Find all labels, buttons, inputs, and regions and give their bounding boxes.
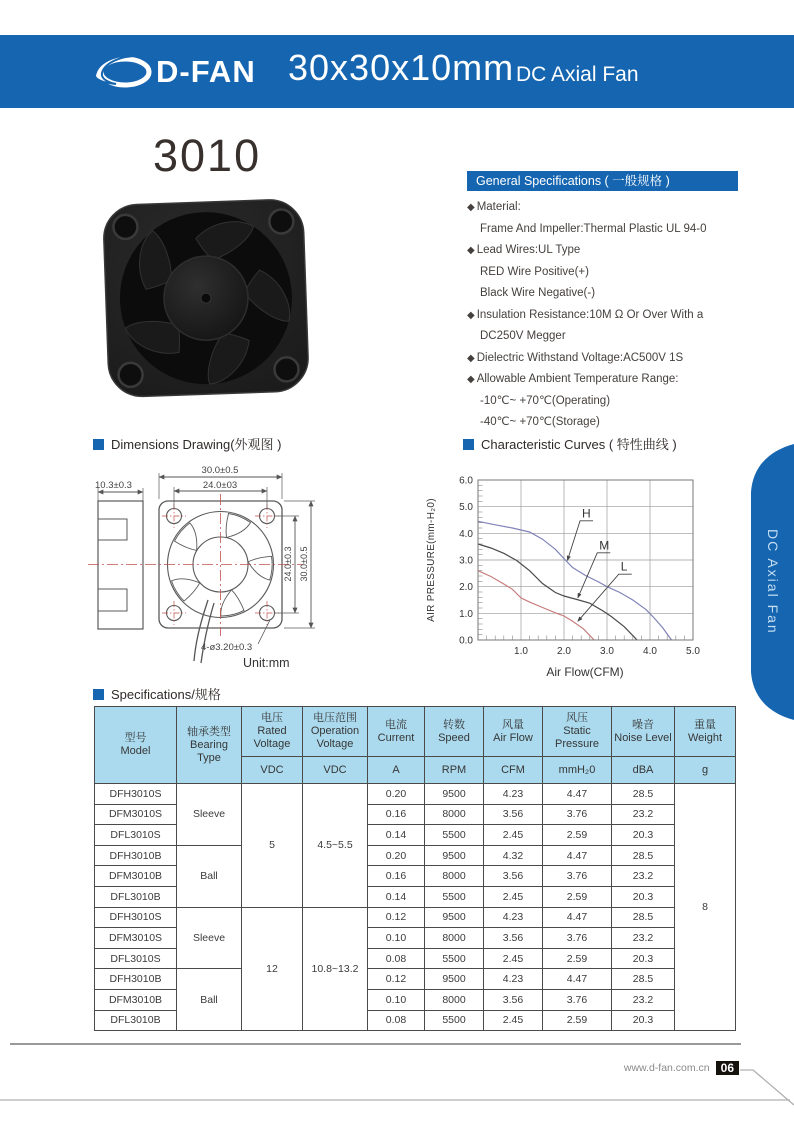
table-cell: 20.3: [612, 948, 675, 969]
table-row: [95, 969, 736, 990]
table-cell: 0.12: [368, 907, 425, 928]
table-cell: 4.47: [543, 969, 612, 990]
general-specs-title: General Specifications ( 一般规格 ): [467, 171, 738, 191]
spec-list-item: Frame And Impeller:Thermal Plastic UL 94-0: [480, 222, 707, 235]
table-cell: 28.5: [612, 784, 675, 805]
table-cell: 3.76: [543, 928, 612, 949]
table-row: [95, 845, 736, 866]
table-header-cell: 轴承类型 Bearing Type: [177, 707, 242, 784]
table-cell: 23.2: [612, 989, 675, 1010]
table-cell: 5500: [425, 1010, 484, 1031]
side-tab-label: DC Axial Fan: [765, 529, 781, 635]
table-cell: 10.8~13.2: [303, 907, 368, 1031]
table-header-cell: 风量 Air Flow: [484, 707, 543, 757]
table-cell: 3.76: [543, 989, 612, 1010]
table-cell: 3.56: [484, 804, 543, 825]
spec-list-item: ◆ Material:: [467, 201, 521, 213]
table-header-cell: 风压 Static Pressure: [543, 707, 612, 757]
table-cell: 0.20: [368, 845, 425, 866]
table-cell: 9500: [425, 907, 484, 928]
section-curves: [463, 434, 677, 453]
table-cell: 4.47: [543, 907, 612, 928]
table-cell: 8: [675, 784, 736, 1031]
table-cell: 2.45: [484, 825, 543, 846]
dim-width-inner-label: 24.0±03: [202, 480, 238, 491]
section-square-icon: [463, 439, 474, 450]
table-cell: Ball: [177, 969, 242, 1031]
table-cell: 9500: [425, 845, 484, 866]
holes-label: 4-ø3.20±0.3: [201, 642, 253, 653]
curve-label-H: H: [582, 506, 591, 521]
table-cell: DFH3010S: [95, 907, 177, 928]
table-cell: DFM3010S: [95, 928, 177, 949]
table-cell: DFL3010S: [95, 948, 177, 969]
table-header-cell: 噪音 Noise Level: [612, 707, 675, 757]
table-cell: 0.14: [368, 825, 425, 846]
table-cell: 0.08: [368, 1010, 425, 1031]
table-cell: 0.10: [368, 989, 425, 1010]
table-cell: 28.5: [612, 969, 675, 990]
x-tick-label: 3.0: [600, 646, 614, 657]
table-cell: DFL3010S: [95, 825, 177, 846]
characteristic-curves-chart: [420, 455, 720, 685]
section-curves-label: Characteristic Curves ( 特性曲线 ): [481, 437, 677, 452]
chart-y-axis-label: AIR PRESSURE(mm-H₂0): [426, 498, 437, 622]
y-tick-label: 0.0: [459, 635, 473, 647]
table-unit-cell: mmH₂0: [543, 757, 612, 784]
table-cell: 8000: [425, 989, 484, 1010]
table-cell: 4.23: [484, 784, 543, 805]
chart-plot-area: [459, 476, 700, 658]
table-cell: 0.16: [368, 866, 425, 887]
spec-list-item: ◆ Allowable Ambient Temperature Range:: [467, 373, 679, 385]
y-tick-label: 1.0: [459, 608, 473, 620]
table-cell: 28.5: [612, 845, 675, 866]
table-cell: 20.3: [612, 1010, 675, 1031]
table-unit-cell: A: [368, 757, 425, 784]
table-cell: 3.76: [543, 804, 612, 825]
dim-width-outer-label: 30.0±0.5: [201, 465, 239, 476]
spec-list-item: RED Wire Positive(+): [480, 265, 589, 278]
table-cell: 8000: [425, 866, 484, 887]
table-cell: 9500: [425, 969, 484, 990]
table-row: [95, 907, 736, 928]
table-cell: 9500: [425, 784, 484, 805]
table-cell: DFH3010B: [95, 969, 177, 990]
section-square-icon: [93, 439, 104, 450]
general-specs-list: [467, 197, 757, 434]
x-tick-label: 4.0: [643, 646, 657, 657]
table-row: [95, 784, 736, 805]
table-cell: 23.2: [612, 928, 675, 949]
table-cell: DFL3010B: [95, 1010, 177, 1031]
table-cell: 5500: [425, 948, 484, 969]
page-title: 30x30x10mm: [288, 47, 515, 88]
dim-height-outer-label: 30.0±0.5: [299, 546, 309, 582]
section-dimensions-label: Dimensions Drawing(外观图 ): [111, 437, 282, 452]
logo-ellipse-icon: [92, 50, 154, 94]
table-cell: 5500: [425, 825, 484, 846]
table-cell: 3.56: [484, 928, 543, 949]
table-unit-cell: VDC: [303, 757, 368, 784]
table-cell: 3.56: [484, 866, 543, 887]
table-cell: 5: [242, 784, 303, 908]
table-header-cell: 电流 Current: [368, 707, 425, 757]
table-cell: 2.59: [543, 1010, 612, 1031]
logo-text: D-FAN: [156, 54, 256, 89]
table-cell: 28.5: [612, 907, 675, 928]
table-unit-cell: VDC: [242, 757, 303, 784]
table-header-cell: 型号 Model: [95, 707, 177, 784]
spec-list-item: -10℃~ +70℃(Operating): [480, 394, 611, 407]
table-cell: 4.47: [543, 845, 612, 866]
table-cell: Ball: [177, 845, 242, 907]
table-cell: 20.3: [612, 886, 675, 907]
fan-product-image: [98, 192, 323, 407]
table-unit-cell: dBA: [612, 757, 675, 784]
spec-list-item: ◆ Insulation Resistance:10M Ω Or Over With a: [467, 308, 704, 321]
table-cell: DFM3010B: [95, 989, 177, 1010]
section-specifications-label: Specifications/规格: [111, 687, 221, 702]
spec-list-item: ◆ Lead Wires:UL Type: [467, 244, 581, 256]
chart-x-axis-label: Air Flow(CFM): [546, 665, 624, 679]
table-cell: DFH3010S: [95, 784, 177, 805]
table-header: [95, 707, 736, 784]
y-tick-label: 2.0: [459, 582, 473, 594]
table-cell: 2.59: [543, 886, 612, 907]
table-cell: DFH3010B: [95, 845, 177, 866]
x-tick-label: 2.0: [557, 646, 571, 657]
footer-rule: [10, 1043, 741, 1045]
table-cell: 4.32: [484, 845, 543, 866]
table-cell: 23.2: [612, 866, 675, 887]
dimensions-drawing: [88, 458, 433, 678]
table-cell: 4.23: [484, 907, 543, 928]
table-cell: DFM3010B: [95, 866, 177, 887]
spec-list-item: -40℃~ +70℃(Storage): [480, 416, 600, 428]
brand-logo: [92, 50, 256, 94]
spec-list-item: Black Wire Negative(-): [480, 287, 596, 299]
table-unit-cell: RPM: [425, 757, 484, 784]
table-cell: 2.59: [543, 948, 612, 969]
table-cell: 0.10: [368, 928, 425, 949]
table-cell: 20.3: [612, 825, 675, 846]
y-tick-label: 3.0: [459, 555, 473, 567]
table-cell: 2.45: [484, 1010, 543, 1031]
y-tick-label: 4.0: [459, 528, 473, 540]
table-cell: 4.47: [543, 784, 612, 805]
table-cell: 23.2: [612, 804, 675, 825]
table-cell: 2.45: [484, 886, 543, 907]
curve-L: [478, 571, 594, 640]
spec-list-item: ◆ Dielectric Withstand Voltage:AC500V 1S: [467, 351, 684, 364]
curve-label-L: L: [620, 559, 628, 574]
section-dimensions: [93, 434, 281, 453]
table-body: [95, 784, 736, 1031]
footer-page-number: 06: [716, 1061, 739, 1075]
table-cell: Sleeve: [177, 784, 242, 846]
model-number: 3010: [153, 130, 262, 181]
section-square-icon: [93, 689, 104, 700]
table-cell: 0.16: [368, 804, 425, 825]
spec-list-item: DC250V Megger: [480, 330, 566, 342]
page-subtitle: DC Axial Fan: [516, 63, 639, 86]
table-cell: 3.76: [543, 866, 612, 887]
table-cell: 0.14: [368, 886, 425, 907]
specifications-table: [94, 706, 736, 1031]
table-cell: Sleeve: [177, 907, 242, 969]
lead-wire: [201, 603, 214, 663]
table-cell: 2.45: [484, 948, 543, 969]
table-cell: 0.12: [368, 969, 425, 990]
x-tick-label: 1.0: [514, 646, 528, 657]
table-cell: 5500: [425, 886, 484, 907]
impeller-blades: [166, 514, 278, 624]
unit-label: Unit:mm: [243, 656, 290, 670]
y-tick-label: 6.0: [459, 475, 473, 487]
table-header-row-1: [95, 707, 736, 757]
table-cell: 0.08: [368, 948, 425, 969]
y-tick-label: 5.0: [459, 502, 473, 514]
footer-decoration-lines: [0, 1064, 794, 1123]
table-header-cell: 转数 Speed: [425, 707, 484, 757]
table-cell: DFM3010S: [95, 804, 177, 825]
table-cell: 4.5~5.5: [303, 784, 368, 908]
curve-M: [478, 544, 637, 640]
table-cell: 8000: [425, 804, 484, 825]
table-unit-cell: g: [675, 757, 736, 784]
table-cell: 0.20: [368, 784, 425, 805]
table-cell: 12: [242, 907, 303, 1031]
curve-label-M: M: [599, 538, 610, 553]
section-specifications: [93, 684, 221, 703]
table-cell: DFL3010B: [95, 886, 177, 907]
table-cell: 3.56: [484, 989, 543, 1010]
table-cell: 2.59: [543, 825, 612, 846]
header-bar: [0, 35, 794, 108]
table-cell: 8000: [425, 928, 484, 949]
dim-depth-label: 10.3±0.3: [95, 480, 132, 491]
dim-height-inner-label: 24.0±0.3: [283, 546, 293, 582]
table-header-cell: 重量 Weight: [675, 707, 736, 757]
x-tick-label: 5.0: [686, 646, 700, 657]
table-unit-cell: CFM: [484, 757, 543, 784]
table-cell: 4.23: [484, 969, 543, 990]
table-header-cell: 电压 Rated Voltage: [242, 707, 303, 757]
table-header-cell: 电压范围 Operation Voltage: [303, 707, 368, 757]
footer-url: www.d-fan.com.cn: [623, 1062, 710, 1074]
